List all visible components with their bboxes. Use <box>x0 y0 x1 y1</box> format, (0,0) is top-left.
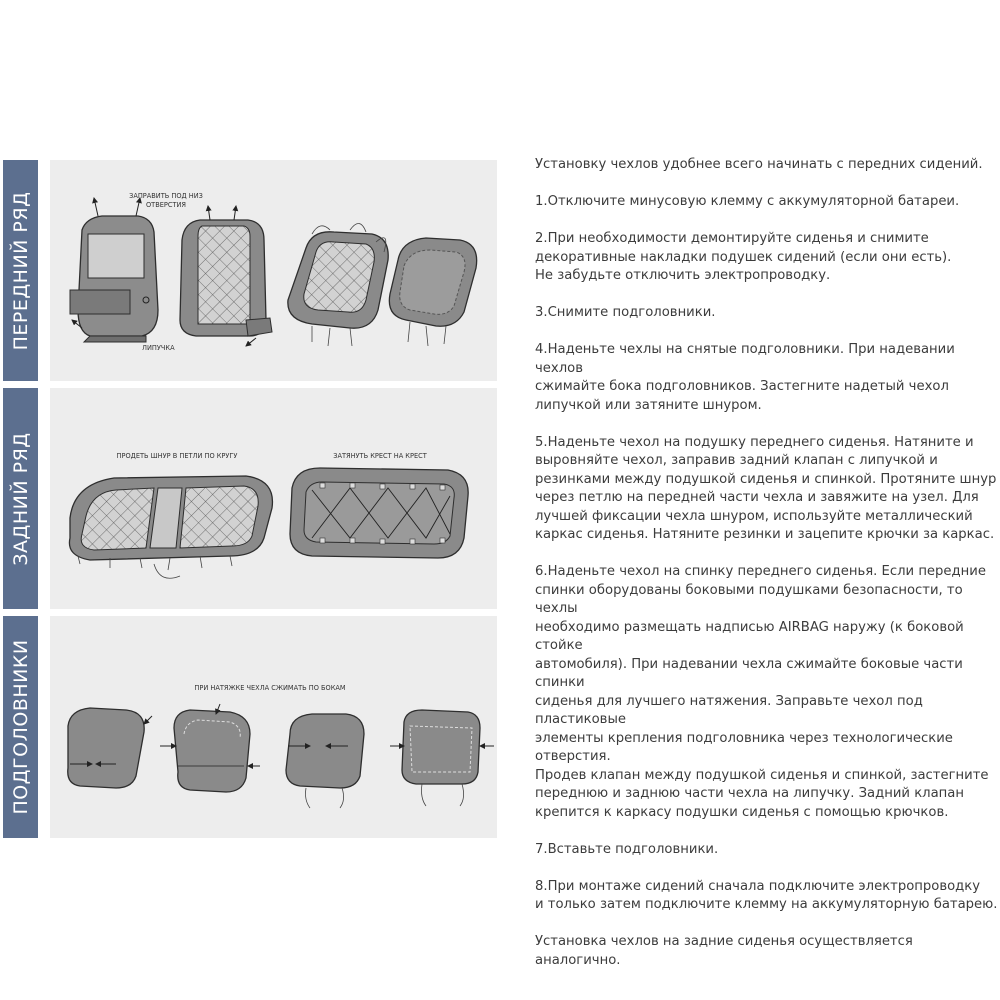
instruction-step-5: 5.Наденьте чехол на подушку переднего сиденья. Натяните и выровняйте чехол, заправив задний клапан с липучкой и резинками между подушкой сиденья и спинкой. Протяните шнур через петлю на передней части чехла и завяжите на узел. Для лучшей фиксации чехла шнуром, используйте металлический каркас сиденья. Натяните резинки и зацепите крючки за каркас. <box>535 434 997 542</box>
headrest-2 <box>160 704 260 792</box>
tab-headrests-label: ПОДГОЛОВНИКИ <box>9 639 32 815</box>
instruction-step-7: 7.Вставьте подголовники. <box>535 841 719 857</box>
tab-headrests <box>3 616 38 838</box>
instructions-outro: Установка чехлов на задние сиденья осуществляется аналогично. <box>535 934 913 968</box>
caption-tighten-crosswise: ЗАТЯНУТЬ КРЕСТ НА КРЕСТ <box>333 452 427 460</box>
instruction-step-8: 8.При монтаже сидений сначала подключите электропроводку и только затем подключите клемму на аккумуляторную батарею. <box>535 878 998 912</box>
rear-bench-cushion <box>69 476 272 578</box>
headrest-illustrations <box>50 616 497 838</box>
panel-headrests <box>50 616 497 838</box>
headrest-4 <box>390 710 494 806</box>
panel-rear-row <box>50 388 497 609</box>
caption-thread-cord: ПРОДЕТЬ ШНУР В ПЕТЛИ ПО КРУГУ <box>116 452 238 460</box>
tab-front-row-label: ПЕРЕДНИЙ РЯД <box>9 191 32 350</box>
installation-instructions <box>535 156 1000 989</box>
instruction-step-1: 1.Отключите минусовую клемму с аккумуляторной батареи. <box>535 194 960 209</box>
panel-front-row <box>50 160 497 381</box>
caption-squeeze-sides: ПРИ НАТЯЖКЕ ЧЕХЛА СЖИМАТЬ ПО БОКАМ <box>194 684 346 692</box>
rear-row-illustrations <box>50 388 497 609</box>
seat-back-front-view <box>180 206 272 346</box>
caption-tuck-under-holes: ЗАПРАВИТЬ ПОД НИЗ ОТВЕРСТИЯ <box>129 192 203 209</box>
rear-bench-underside <box>290 468 468 558</box>
seat-cushion-underside <box>389 238 476 346</box>
headrest-3 <box>286 714 364 808</box>
caption-velcro: ЛИПУЧКА <box>142 344 175 352</box>
instruction-step-3: 3.Снимите подголовники. <box>535 305 716 320</box>
headrest-1 <box>68 708 152 788</box>
seat-cushion-top-view <box>288 223 388 346</box>
seat-back-rear-view <box>70 198 158 342</box>
tab-rear-row-label: ЗАДНИЙ РЯД <box>9 431 32 566</box>
instruction-step-4: 4.Наденьте чехлы на снятые подголовники. При надевании чехлов сжимайте бока подголовников. Застегните надетый чехол липучкой или затяните шнуром. <box>535 342 955 413</box>
instruction-step-6: 6.Наденьте чехол на спинку переднего сиденья. Если передние спинки оборудованы боковыми подушками безопасности, то чехлы необходимо размещать надписью AIRBAG наружу (к боковой стойке автомобиля). При надевании чехла сжимайте боковые части спинки сиденья для лучшего натяжения. Заправьте чехол под пластиковые элементы крепления подголовника через технологические отверстия. Продев клапан между подушкой сиденья и спинкой, застегните переднюю и заднюю части чехла на липучку. Задний клапан крепится к каркасу подушки сиденья с помощью крючков. <box>535 564 989 820</box>
tab-rear-row <box>3 388 38 609</box>
instruction-step-2: 2.При необходимости демонтируйте сиденья и снимите декоративные накладки подушек сидений (если они есть). Не забудьте отключить электропроводку. <box>535 231 952 283</box>
tab-front-row <box>3 160 38 381</box>
instructions-intro: Установку чехлов удобнее всего начинать с передних сидений. <box>535 157 983 172</box>
